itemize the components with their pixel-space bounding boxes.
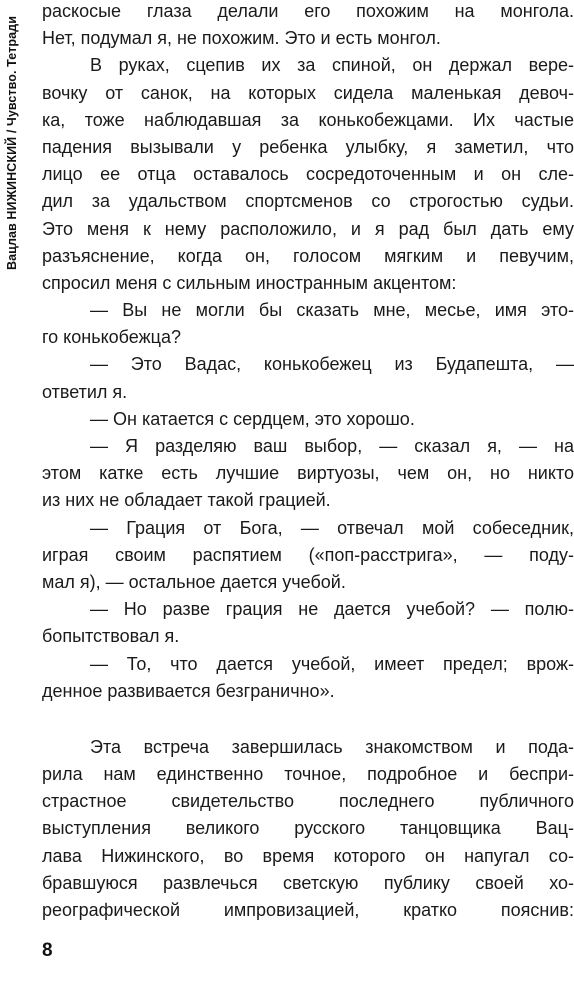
text-line: — То, что дается учебой, имеет предел; врож- <box>90 653 574 674</box>
text-line: — Но разве грация не дается учебой? — полю- <box>90 599 574 620</box>
text-line: — Грация от Бога, — отвечал мой собеседник, <box>90 517 574 538</box>
text-line: разъяснение, когда он, голосом мягким и певучим, <box>42 245 574 266</box>
text-line: го конькобежца? <box>42 327 181 348</box>
text-line: рила нам единственно точное, подробное и беспри- <box>42 764 574 785</box>
text-line: ка, тоже наблюдавшая за конькобежцами. Их частые <box>42 109 574 130</box>
body-text <box>42 0 574 924</box>
text-line: В руках, сцепив их за спиной, он держал вере- <box>90 55 574 76</box>
text-line: бравшуюся развлечься светскую публику своей хо- <box>42 872 574 893</box>
text-line: — Это Вадас, конькобежец из Будапешта, — <box>90 354 574 375</box>
text-line: вочку от санок, на которых сидела маленькая девоч- <box>42 82 574 103</box>
text-line: дил за удальством спортсменов со строгостью судьи. <box>42 191 574 212</box>
text-line: — Вы не могли бы сказать мне, месье, имя это- <box>90 300 574 321</box>
text-line: падения вызывали у ребенка улыбку, я заметил, что <box>42 136 574 157</box>
text-line: играя своим распятием («поп-расстрига», — поду- <box>42 544 574 565</box>
text-line: из них не обладает такой грацией. <box>42 490 331 511</box>
text-line: реографической импровизацией, кратко пояснив: <box>42 900 574 920</box>
text-line: мал я), — остальное дается учебой. <box>42 571 346 592</box>
running-head <box>0 0 26 270</box>
text-line: страстное свидетельство последнего публичного <box>42 791 574 812</box>
text-line: Эта встреча завершилась знакомством и пода- <box>90 736 574 757</box>
text-line: денное развивается безгранично». <box>42 680 335 701</box>
text-line: лава Нижинского, во время которого он напугал со- <box>42 845 574 866</box>
page-number: 8 <box>42 940 53 961</box>
running-head-text: Вацлав НИЖИНСКИЙ / Чувство. Тетради <box>5 16 19 270</box>
text-line: — Он катается с сердцем, это хорошо. <box>90 408 415 429</box>
text-line: ответил я. <box>42 381 128 402</box>
text-line: спросил меня с сильным иностранным акцентом: <box>42 272 457 293</box>
text-line: лицо ее отца оставалось сосредоточенным и он сле- <box>42 164 574 185</box>
text-line: выступления великого русского танцовщика Вац- <box>42 818 574 839</box>
text-line: этом катке есть лучшие виртуозы, чем он, но никто <box>42 463 574 484</box>
text-line: Нет, подумал я, не похожим. Это и есть монгол. <box>42 28 441 49</box>
text-line: Это меня к нему расположило, и я рад был дать ему <box>42 218 574 239</box>
text-line: — Я разделяю ваш выбор, — сказал я, — на <box>90 436 574 456</box>
text-line: раскосые глаза делали его похожим на монгола. <box>42 1 574 21</box>
page-body <box>42 0 574 940</box>
text-line: бопытствовал я. <box>42 626 180 647</box>
